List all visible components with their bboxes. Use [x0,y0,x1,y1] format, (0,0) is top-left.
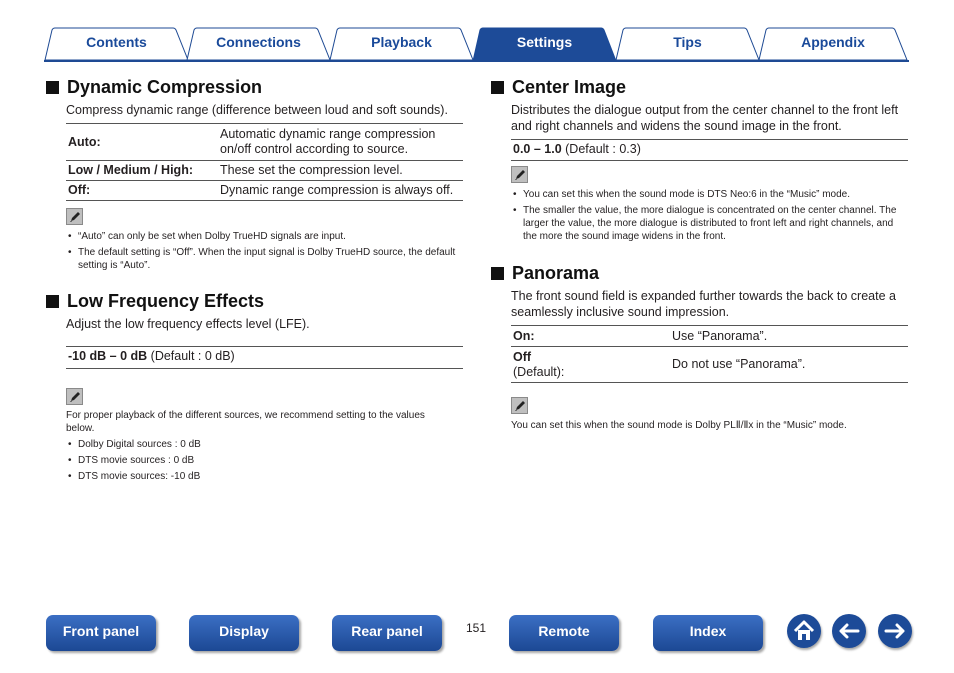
section-title-low-frequency-effects: Low Frequency Effects [46,291,264,312]
dynamic-compression-table [66,123,463,201]
tab-underline [44,60,909,62]
table-value: These set the compression level. [218,161,463,181]
tab-label: Tips [673,34,702,50]
tab-label: Settings [516,34,573,50]
table-key [511,347,670,383]
tab-playback[interactable] [329,27,474,61]
tab-appendix[interactable] [758,27,908,61]
table-row [511,326,908,347]
key-main: Off [513,349,532,364]
index-button[interactable]: Index [653,615,763,651]
rear-panel-button[interactable]: Rear panel [332,615,442,651]
range-default: (Default : 0 dB) [147,349,235,363]
front-panel-button[interactable]: Front panel [46,615,156,651]
low-frequency-desc: Adjust the low frequency effects level (LFE). [66,317,310,331]
tab-label: Connections [216,34,301,50]
panorama-table [511,325,908,383]
list-item: • DTS movie sources : 0 dB [66,454,456,467]
tab-label: Playback [371,34,432,50]
low-frequency-notes [66,438,456,486]
table-key: On: [511,326,670,347]
note-pencil-icon [511,166,528,183]
range-value: -10 dB – 0 dB [68,349,148,363]
center-image-range [511,139,908,161]
table-row [66,161,463,181]
table-key: Off: [66,181,218,201]
table-row [66,181,463,201]
tab-contents[interactable] [44,27,189,61]
note-pencil-icon [511,397,528,414]
list-item: • “Auto” can only be set when Dolby TrueHD signals are input. [66,230,466,243]
table-value: Dynamic range compression is always off. [218,181,463,201]
table-row [511,347,908,383]
bullet-square-icon [46,295,59,308]
tab-settings[interactable] [472,27,617,61]
list-item: • You can set this when the sound mode is DTS Neo:6 in the “Music” mode. [511,188,909,201]
section-title-panorama: Panorama [491,263,599,284]
tab-connections[interactable] [186,27,331,61]
bullet-square-icon [491,81,504,94]
list-item: • The default setting is “Off”. When the input signal is Dolby TrueHD source, the default setting is “Auto”. [66,246,466,272]
table-key: Auto: [66,124,218,161]
dynamic-compression-desc: Compress dynamic range (difference between loud and soft sounds). [66,103,448,117]
tab-label: Contents [86,34,147,50]
remote-button[interactable]: Remote [509,615,619,651]
panorama-desc: The front sound field is expanded further towards the back to create a seamlessly inclusive sound impression. [511,289,896,319]
range-default: (Default : 0.3) [561,142,641,156]
section-title-dynamic-compression: Dynamic Compression [46,77,262,98]
bullet-square-icon [491,267,504,280]
tab-label: Appendix [801,34,865,50]
table-row [66,124,463,161]
center-image-notes [511,188,909,246]
note-pencil-icon [66,388,83,405]
range-value: 0.0 – 1.0 [513,142,562,156]
dynamic-compression-notes [66,230,466,275]
back-arrow-icon[interactable] [832,614,866,648]
home-icon[interactable] [787,614,821,648]
table-key: Low / Medium / High: [66,161,218,181]
table-value: Automatic dynamic range compression on/off control according to source. [218,124,463,161]
key-sub: (Default): [513,364,565,379]
forward-arrow-icon[interactable] [878,614,912,648]
list-item: • DTS movie sources: -10 dB [66,470,456,483]
display-button[interactable]: Display [189,615,299,651]
page-number: 151 [466,621,487,635]
low-frequency-note-intro: For proper playback of the different sources, we recommend setting to the values below. [66,410,425,434]
panorama-note: You can set this when the sound mode is Dolby PLⅡ/Ⅱx in the “Music” mode. [511,420,847,431]
low-frequency-range [66,346,463,369]
center-image-desc: Distributes the dialogue output from the center channel to the front left and right channels and widens the sound image in the front. [511,103,899,133]
tab-tips[interactable] [615,27,760,61]
note-pencil-icon [66,208,83,225]
table-value: Use “Panorama”. [670,326,908,347]
table-value: Do not use “Panorama”. [670,347,908,383]
list-item: • The smaller the value, the more dialogue is concentrated on the center channel. The larger the value, the more dialogue is distributed to front left and right channels, and the more the sound image widens in the front. [511,204,909,243]
list-item: • Dolby Digital sources : 0 dB [66,438,456,451]
bullet-square-icon [46,81,59,94]
tab-bar [0,0,954,64]
section-title-center-image: Center Image [491,77,626,98]
